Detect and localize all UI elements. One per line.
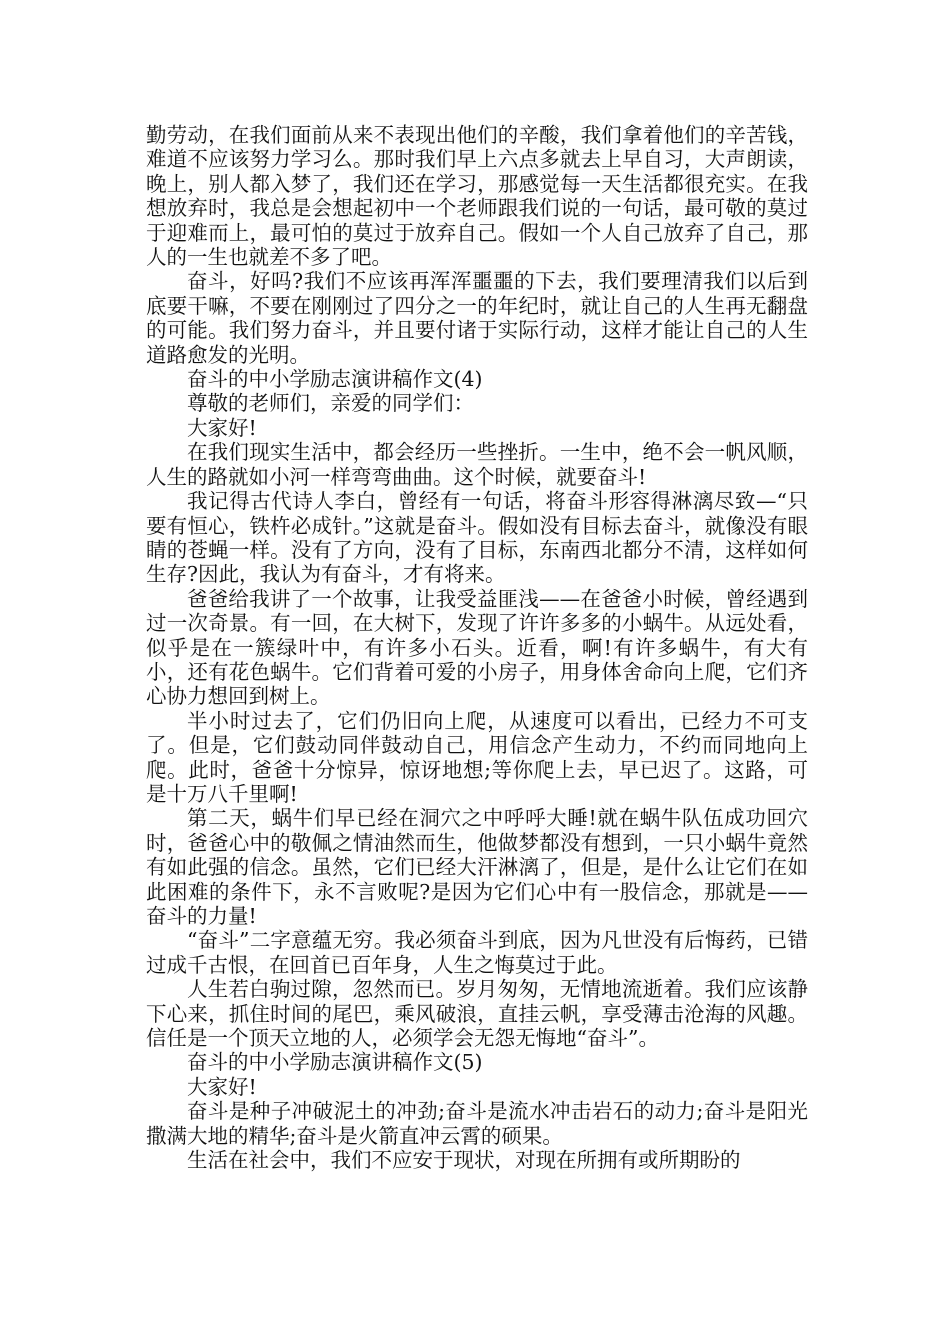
document-body (146, 123, 808, 1172)
section-heading-4: 奋斗的中小学励志演讲稿作文(4) (187, 367, 483, 392)
paragraph-12: 人生若白驹过隙，忽然而已。岁月匆匆，无情地流逝着。我们应该静下心来，抓住时间的尾巴，乘风破浪，直挂云帆，享受薄击沧海的风趣。信任是一个顶天立地的人，必须学会无怨无悔地“奋斗”。 (146, 977, 808, 1051)
paragraph-7: 我记得古代诗人李白，曾经有一句话，将奋斗形容得淋漓尽致—“只要有恒心，铁杵必成针。”这就是奋斗。假如没有目标去奋斗，就像没有眼睛的苍蝇一样。没有了方向，没有了目标，东南西北都分不清，这样如何生存?因此，我认为有奋斗，才有将来。 (146, 489, 808, 587)
salutation: 尊敬的老师们，亲爱的同学们： (187, 391, 474, 416)
paragraph-11: “奋斗”二字意蕴无穷。我必须奋斗到底，因为凡世没有后悔药，已错过成千古恨，在回首已百年身，人生之悔莫过于此。 (146, 928, 808, 977)
greeting-2: 大家好! (187, 1074, 257, 1099)
paragraph-8: 爸爸给我讲了一个故事，让我受益匪浅——在爸爸小时候，曾经遇到过一次奇景。有一回，在大树下，发现了许许多多的小蜗牛。从远处看，似乎是在一簇绿叶中，有许多小石头。近看，啊!有许多蜗牛，有大有小，还有花色蜗牛。它们背着可爱的小房子，用身体舍命向上爬，它们齐心协力想回到树上。 (146, 586, 808, 709)
greeting: 大家好! (187, 415, 257, 440)
paragraph-10: 第二天，蜗牛们早已经在洞穴之中呼呼大睡!就在蜗牛队伍成功回穴时，爸爸心中的敬佩之情油然而生，他做梦都没有想到，一只小蜗牛竟然有如此强的信念。虽然，它们已经大汗淋漓了，但是，是什么让它们在如此困难的条件下，永不言败呢?是因为它们心中有一股信念，那就是——奋斗的力量! (146, 806, 808, 928)
paragraph-6: 在我们现实生活中，都会经历一些挫折。一生中，绝不会一帆风顺，人生的路就如小河一样弯弯曲曲。这个时候，就要奋斗! (146, 440, 808, 489)
section-heading-5: 奋斗的中小学励志演讲稿作文(5) (187, 1050, 483, 1075)
paragraph-1: 勤劳动，在我们面前从来不表现出他们的辛酸，我们拿着他们的辛苦钱，难道不应该努力学习么。那时我们早上六点多就去上早自习，大声朗读，晚上，别人都入梦了，我们还在学习，那感觉每一天生活都很充实。在我想放弃时，我总是会想起初中一个老师跟我们说的一句话，最可敬的莫过于迎难而上，最可怕的莫过于放弃自己。假如一个人自己放弃了自己，那人的一生也就差不多了吧。 (146, 123, 808, 270)
paragraph-16: 生活在社会中，我们不应安于现状，对现在所拥有或所期盼的 (187, 1148, 741, 1173)
paragraph-2: 奋斗，好吗?我们不应该再浑浑噩噩的下去，我们要理清我们以后到底要干嘛，不要在刚刚过了四分之一的年纪时，就让自己的人生再无翻盘的可能。我们努力奋斗，并且要付诸于实际行动，这样才能让自己的人生道路愈发的光明。 (146, 269, 808, 367)
paragraph-9: 半小时过去了，它们仍旧向上爬，从速度可以看出，已经力不可支了。但是，它们鼓动同伴鼓动自己，用信念产生动力，不约而同地向上爬。此时，爸爸十分惊异，惊讶地想;等你爬上去，早已迟了。这路，可是十万八千里啊! (146, 708, 808, 806)
paragraph-15: 奋斗是种子冲破泥土的冲劲;奋斗是流水冲击岩石的动力;奋斗是阳光撒满大地的精华;奋斗是火箭直冲云霄的硕果。 (146, 1099, 808, 1148)
